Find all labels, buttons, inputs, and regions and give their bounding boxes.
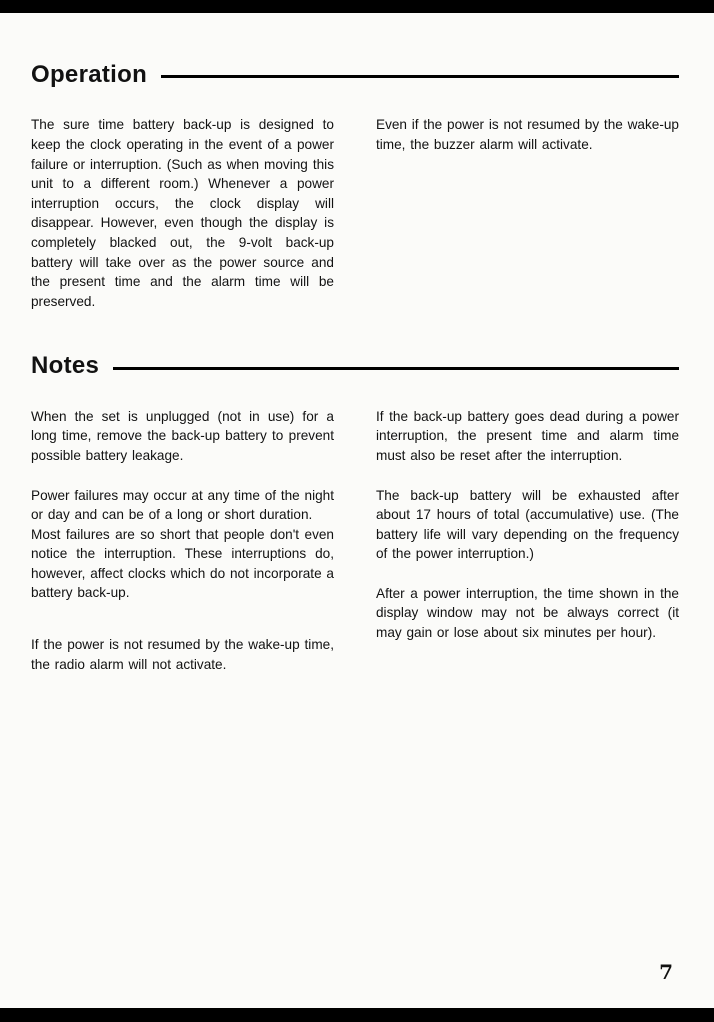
page-content <box>31 13 679 674</box>
section-notes <box>31 353 679 674</box>
operation-left-column <box>31 115 334 311</box>
operation-heading-row <box>31 62 679 88</box>
paragraph: The sure time battery back-up is designed to keep the clock operating in the event of a power failure or interruption. (Such as when moving this unit to a different room.) Whenever a power interruption occurs, the clock display will disappear. However, even though the display is completely blacked out, the 9-volt back-up battery will take over as the power source and the present time and the alarm time will be preserved. <box>31 117 334 309</box>
paragraph: If the back-up battery goes dead during a power interruption, the present time and alarm time must also be reset after the interruption. <box>376 408 679 463</box>
paragraph: The back-up battery will be exhausted after about 17 hours of total (accumulative) use. (The battery life will vary depending on the frequency of the power interruption.) <box>376 487 679 562</box>
notes-right-column <box>376 407 679 675</box>
operation-heading-rule <box>161 75 679 78</box>
paragraph: Power failures may occur at any time of the night or day and can be of a long or short duration. <box>31 487 334 523</box>
bottom-border-bar <box>0 1008 714 1022</box>
operation-columns <box>31 115 679 311</box>
notes-heading: Notes <box>31 352 100 380</box>
notes-heading-rule <box>113 367 679 370</box>
paragraph: Most failures are so short that people don't even notice the interruption. These interruptions do, however, affect clocks which do not incorporate a battery back-up. <box>31 526 334 601</box>
notes-heading-row <box>31 353 679 379</box>
paragraph: Even if the power is not resumed by the wake-up time, the buzzer alarm will activate. <box>376 117 679 152</box>
page-number: 7 <box>659 960 673 984</box>
notes-left-column <box>31 407 334 675</box>
notes-columns <box>31 407 679 675</box>
operation-right-column <box>376 115 679 311</box>
operation-heading: Operation <box>31 61 148 88</box>
paragraph: If the power is not resumed by the wake-up time, the radio alarm will not activate. <box>31 637 334 672</box>
section-operation <box>31 62 679 311</box>
paragraph: When the set is unplugged (not in use) for a long time, remove the back-up battery to prevent possible battery leakage. <box>31 408 334 463</box>
top-border-bar <box>0 0 714 13</box>
paragraph: After a power interruption, the time shown in the display window may not be always correct (it may gain or lose about six minutes per hour). <box>376 585 679 641</box>
